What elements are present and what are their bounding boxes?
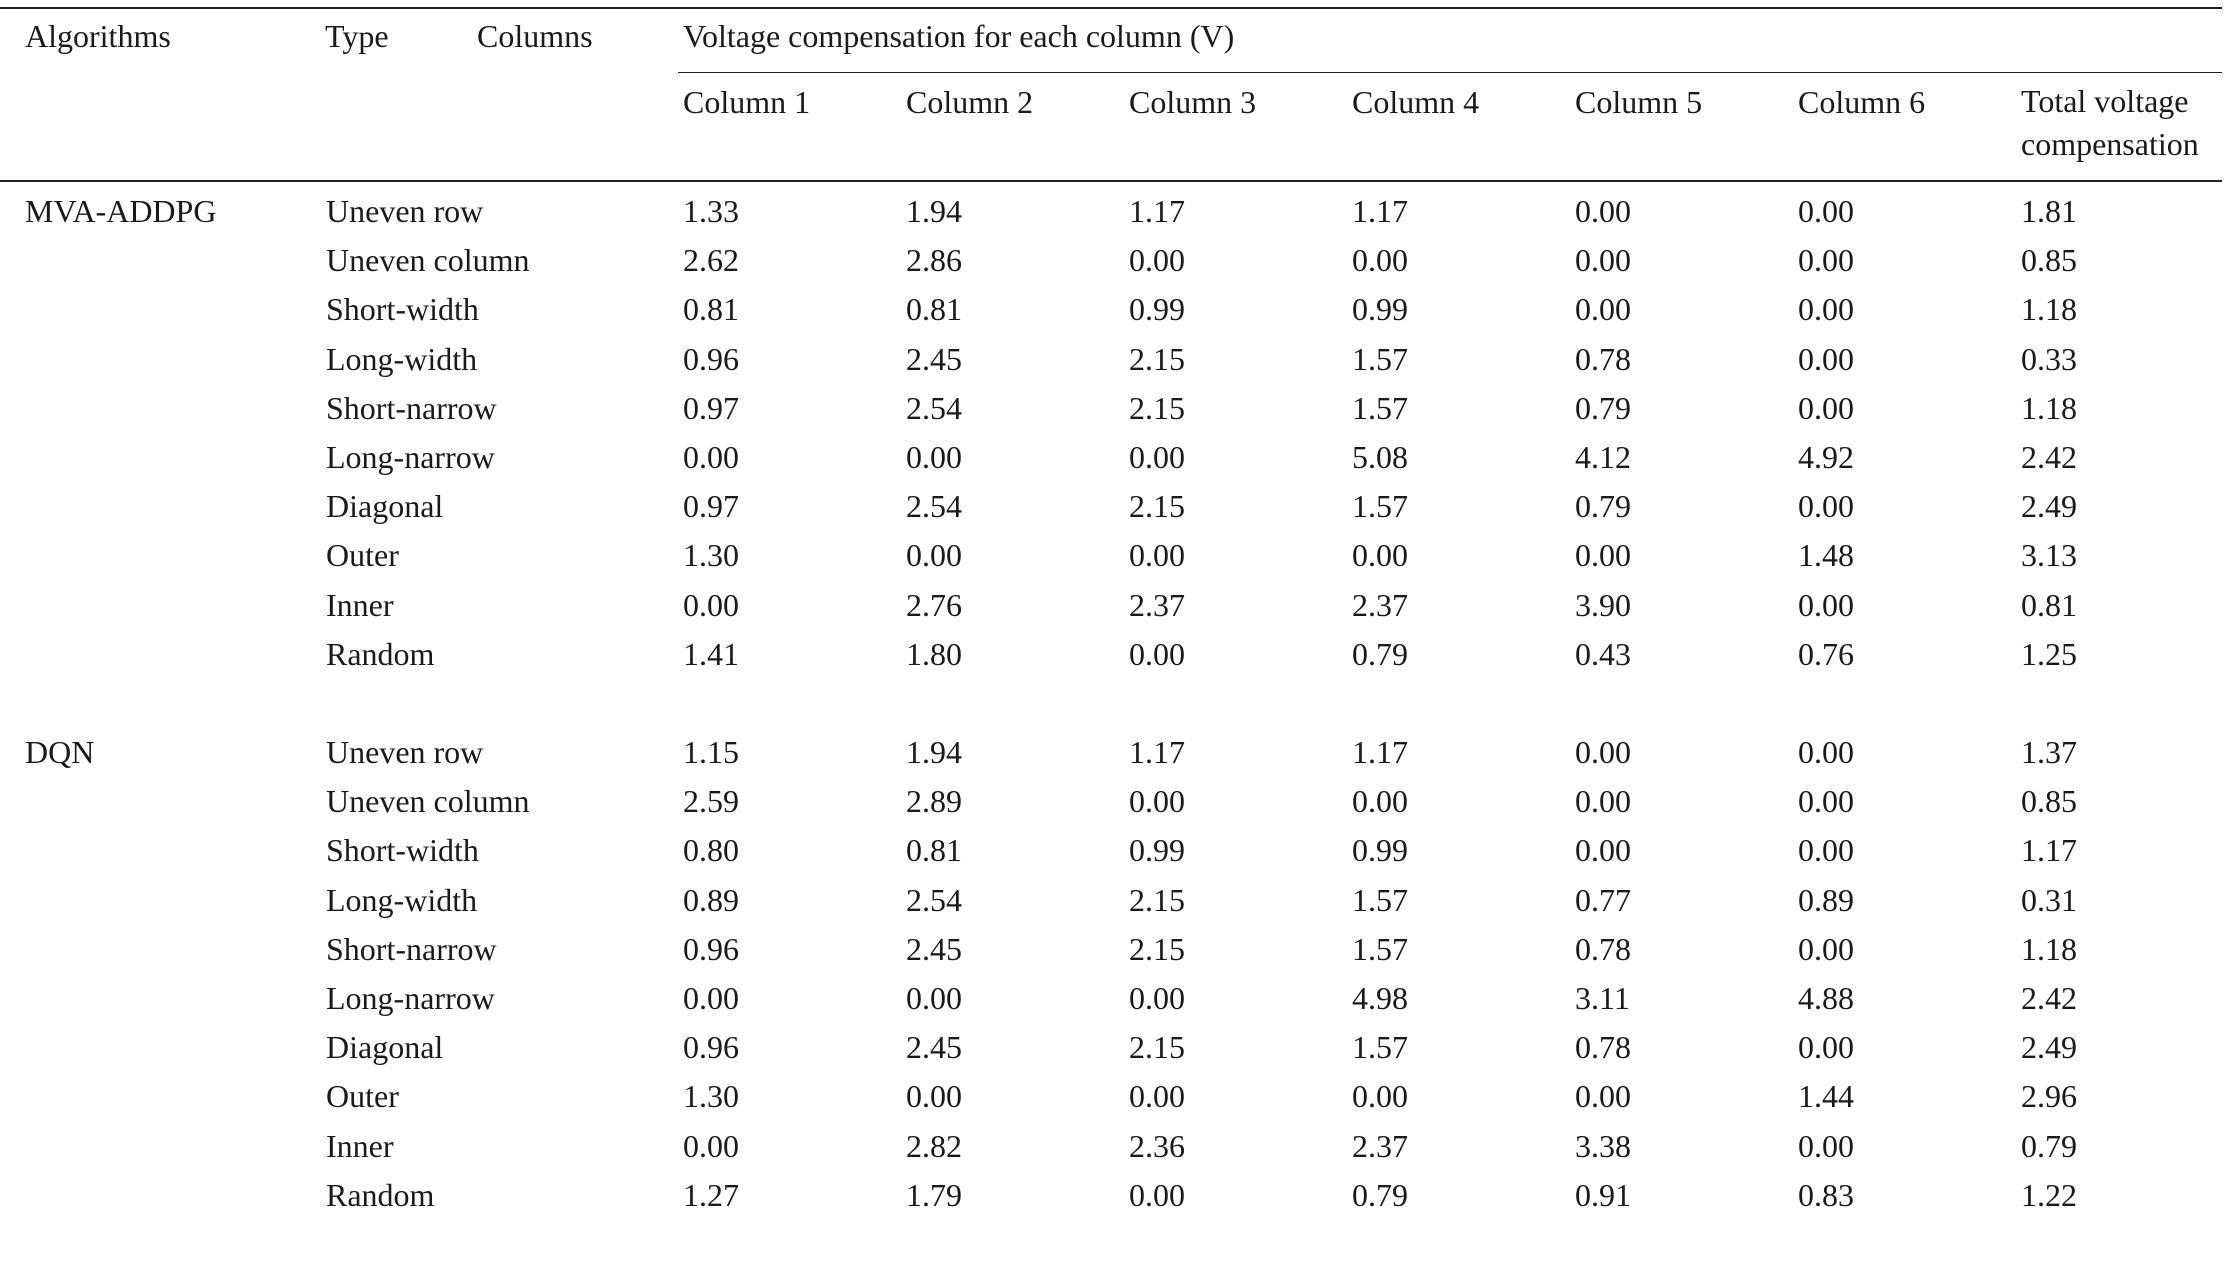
value-cell: 4.12	[1575, 439, 1631, 475]
value-cell: 0.96	[683, 340, 739, 377]
value-cell: 0.00	[1575, 242, 1631, 279]
total-cell: 1.37	[2021, 734, 2077, 770]
value-cell: 2.45	[906, 930, 962, 967]
value-cell: 3.90	[1575, 586, 1631, 623]
header-column-3: Column 3	[1129, 84, 1257, 120]
value-cell: 1.30	[683, 1078, 739, 1115]
value-cell: 0.00	[683, 980, 739, 1016]
value-cell: 0.81	[906, 291, 962, 328]
row-type: Inner	[326, 586, 394, 623]
value-cell: 0.00	[1352, 783, 1408, 820]
value-cell: 0.00	[1798, 832, 1854, 869]
value-cell: 0.81	[906, 832, 962, 869]
total-cell: 1.25	[2021, 635, 2077, 672]
value-cell: 0.81	[683, 291, 739, 328]
row-type: Random	[326, 1176, 435, 1213]
value-cell: 1.57	[1352, 881, 1408, 918]
value-cell: 0.00	[683, 586, 739, 623]
row-type: Long-width	[326, 340, 478, 377]
row-type: Long-narrow	[326, 980, 495, 1016]
value-cell: 2.15	[1129, 930, 1185, 967]
value-cell: 0.78	[1575, 930, 1631, 967]
value-cell: 0.76	[1798, 635, 1854, 672]
value-cell: 0.00	[1575, 291, 1631, 328]
value-cell: 2.15	[1129, 488, 1185, 525]
value-cell: 1.44	[1798, 1078, 1854, 1115]
value-cell: 0.97	[683, 488, 739, 525]
value-cell: 0.00	[1129, 439, 1185, 475]
header-total-line-1: Total voltage	[2021, 83, 2189, 119]
total-cell: 1.18	[2021, 291, 2077, 328]
value-cell: 2.37	[1352, 1127, 1408, 1164]
total-cell: 2.42	[2021, 439, 2077, 475]
value-cell: 0.80	[683, 832, 739, 869]
value-cell: 4.88	[1798, 980, 1854, 1016]
value-cell: 2.89	[906, 783, 962, 820]
total-cell: 0.85	[2021, 783, 2077, 820]
value-cell: 0.00	[1798, 930, 1854, 967]
value-cell: 0.99	[1352, 832, 1408, 869]
value-cell: 1.57	[1352, 488, 1408, 525]
value-cell: 1.15	[683, 734, 739, 770]
header-voltage-span: Voltage compensation for each column (V)	[683, 18, 1235, 54]
value-cell: 0.00	[1798, 783, 1854, 820]
value-cell: 0.00	[906, 537, 962, 574]
row-type: Outer	[326, 537, 399, 574]
row-type: Short-narrow	[326, 930, 497, 967]
value-cell: 0.00	[906, 439, 962, 475]
value-cell: 0.00	[1352, 1078, 1408, 1115]
value-cell: 0.00	[1798, 734, 1854, 770]
value-cell: 0.89	[1798, 881, 1854, 918]
value-cell: 0.96	[683, 1029, 739, 1066]
value-cell: 2.62	[683, 242, 739, 279]
row-type: Short-width	[326, 291, 479, 328]
value-cell: 1.30	[683, 537, 739, 574]
value-cell: 0.00	[1798, 291, 1854, 328]
header-type: Type	[325, 18, 389, 54]
value-cell: 0.00	[1575, 537, 1631, 574]
value-cell: 0.00	[1575, 1078, 1631, 1115]
value-cell: 1.48	[1798, 537, 1854, 574]
header-column-5: Column 5	[1575, 84, 1703, 120]
row-type: Short-narrow	[326, 389, 497, 426]
value-cell: 2.76	[906, 586, 962, 623]
value-cell: 5.08	[1352, 439, 1408, 475]
value-cell: 1.33	[683, 193, 739, 229]
total-cell: 1.81	[2021, 193, 2077, 229]
top-rule	[0, 7, 2222, 9]
value-cell: 0.00	[1352, 537, 1408, 574]
value-cell: 0.43	[1575, 635, 1631, 672]
value-cell: 0.00	[1798, 1127, 1854, 1164]
value-cell: 0.99	[1129, 832, 1185, 869]
header-total	[2021, 80, 2199, 166]
value-cell: 1.57	[1352, 1029, 1408, 1066]
total-cell: 0.81	[2021, 586, 2077, 623]
value-cell: 0.00	[1575, 783, 1631, 820]
value-cell: 4.92	[1798, 439, 1854, 475]
value-cell: 1.80	[906, 635, 962, 672]
value-cell: 0.00	[1129, 242, 1185, 279]
header-bottom-rule	[0, 180, 2222, 182]
value-cell: 0.99	[1352, 291, 1408, 328]
value-cell: 0.78	[1575, 340, 1631, 377]
value-cell: 0.00	[1798, 340, 1854, 377]
total-cell: 0.31	[2021, 881, 2077, 918]
value-cell: 0.00	[1129, 537, 1185, 574]
value-cell: 0.00	[1129, 783, 1185, 820]
value-cell: 1.57	[1352, 930, 1408, 967]
spanner-rule	[678, 72, 2222, 73]
header-column-6: Column 6	[1798, 84, 1926, 120]
row-type: Uneven column	[326, 242, 530, 279]
row-type: Diagonal	[326, 488, 444, 525]
value-cell: 2.36	[1129, 1127, 1185, 1164]
value-cell: 0.78	[1575, 1029, 1631, 1066]
total-cell: 0.85	[2021, 242, 2077, 279]
value-cell: 2.54	[906, 389, 962, 426]
total-cell: 3.13	[2021, 537, 2077, 574]
total-cell: 2.96	[2021, 1078, 2077, 1115]
header-column-4: Column 4	[1352, 84, 1480, 120]
value-cell: 2.54	[906, 881, 962, 918]
header-total-line-2: compensation	[2021, 126, 2199, 162]
value-cell: 0.99	[1129, 291, 1185, 328]
row-type: Outer	[326, 1078, 399, 1115]
value-cell: 2.54	[906, 488, 962, 525]
row-type: Inner	[326, 1127, 394, 1164]
row-type: Short-width	[326, 832, 479, 869]
value-cell: 2.15	[1129, 881, 1185, 918]
value-cell: 0.83	[1798, 1176, 1854, 1213]
value-cell: 1.27	[683, 1176, 739, 1213]
value-cell: 2.15	[1129, 1029, 1185, 1066]
value-cell: 0.91	[1575, 1176, 1631, 1213]
value-cell: 0.00	[1798, 389, 1854, 426]
value-cell: 0.00	[1575, 832, 1631, 869]
header-column-1: Column 1	[683, 84, 811, 120]
value-cell: 0.00	[1798, 1029, 1854, 1066]
row-type: Uneven row	[326, 734, 484, 770]
value-cell: 2.15	[1129, 389, 1185, 426]
value-cell: 0.00	[1129, 1176, 1185, 1213]
value-cell: 1.17	[1129, 734, 1185, 770]
total-cell: 2.49	[2021, 1029, 2077, 1066]
value-cell: 0.00	[1798, 193, 1854, 229]
value-cell: 2.86	[906, 242, 962, 279]
value-cell: 3.11	[1575, 980, 1630, 1016]
value-cell: 0.77	[1575, 881, 1631, 918]
total-cell: 1.22	[2021, 1176, 2077, 1213]
value-cell: 0.79	[1352, 635, 1408, 672]
total-cell: 0.33	[2021, 340, 2077, 377]
value-cell: 2.59	[683, 783, 739, 820]
header-algorithms: Algorithms	[25, 18, 171, 54]
value-cell: 1.94	[906, 734, 962, 770]
row-type: Diagonal	[326, 1029, 444, 1066]
row-type: Random	[326, 635, 435, 672]
value-cell: 0.00	[683, 1127, 739, 1164]
value-cell: 1.17	[1352, 734, 1408, 770]
value-cell: 0.00	[1352, 242, 1408, 279]
value-cell: 0.00	[1798, 488, 1854, 525]
header-columns: Columns	[477, 18, 593, 54]
value-cell: 2.82	[906, 1127, 962, 1164]
header-column-2: Column 2	[906, 84, 1034, 120]
value-cell: 0.00	[906, 980, 962, 1016]
value-cell: 0.00	[1575, 193, 1631, 229]
value-cell: 2.37	[1129, 586, 1185, 623]
row-type: Long-narrow	[326, 439, 495, 475]
value-cell: 0.00	[1129, 1078, 1185, 1115]
value-cell: 3.38	[1575, 1127, 1631, 1164]
value-cell: 2.15	[1129, 340, 1185, 377]
total-cell: 2.49	[2021, 488, 2077, 525]
row-type: Uneven column	[326, 783, 530, 820]
value-cell: 1.94	[906, 193, 962, 229]
total-cell: 1.18	[2021, 389, 2077, 426]
value-cell: 1.17	[1129, 193, 1185, 229]
total-cell: 0.79	[2021, 1127, 2077, 1164]
value-cell: 0.00	[1129, 635, 1185, 672]
total-cell: 2.42	[2021, 980, 2077, 1016]
algorithm-label: DQN	[25, 734, 95, 770]
row-type: Long-width	[326, 881, 478, 918]
algorithm-label: MVA-ADDPG	[25, 193, 217, 229]
value-cell: 2.45	[906, 1029, 962, 1066]
value-cell: 0.97	[683, 389, 739, 426]
value-cell: 1.41	[683, 635, 739, 672]
value-cell: 0.00	[1798, 586, 1854, 623]
value-cell: 1.57	[1352, 389, 1408, 426]
value-cell: 0.79	[1575, 488, 1631, 525]
value-cell: 2.37	[1352, 586, 1408, 623]
total-cell: 1.18	[2021, 930, 2077, 967]
value-cell: 0.00	[1575, 734, 1631, 770]
value-cell: 0.96	[683, 930, 739, 967]
value-cell: 1.17	[1352, 193, 1408, 229]
value-cell: 0.89	[683, 881, 739, 918]
value-cell: 4.98	[1352, 980, 1408, 1016]
value-cell: 1.57	[1352, 340, 1408, 377]
value-cell: 0.79	[1352, 1176, 1408, 1213]
value-cell: 0.00	[1129, 980, 1185, 1016]
value-cell: 0.79	[1575, 389, 1631, 426]
value-cell: 1.79	[906, 1176, 962, 1213]
row-type: Uneven row	[326, 193, 484, 229]
value-cell: 2.45	[906, 340, 962, 377]
value-cell: 0.00	[683, 439, 739, 475]
total-cell: 1.17	[2021, 832, 2077, 869]
value-cell: 0.00	[1798, 242, 1854, 279]
value-cell: 0.00	[906, 1078, 962, 1115]
